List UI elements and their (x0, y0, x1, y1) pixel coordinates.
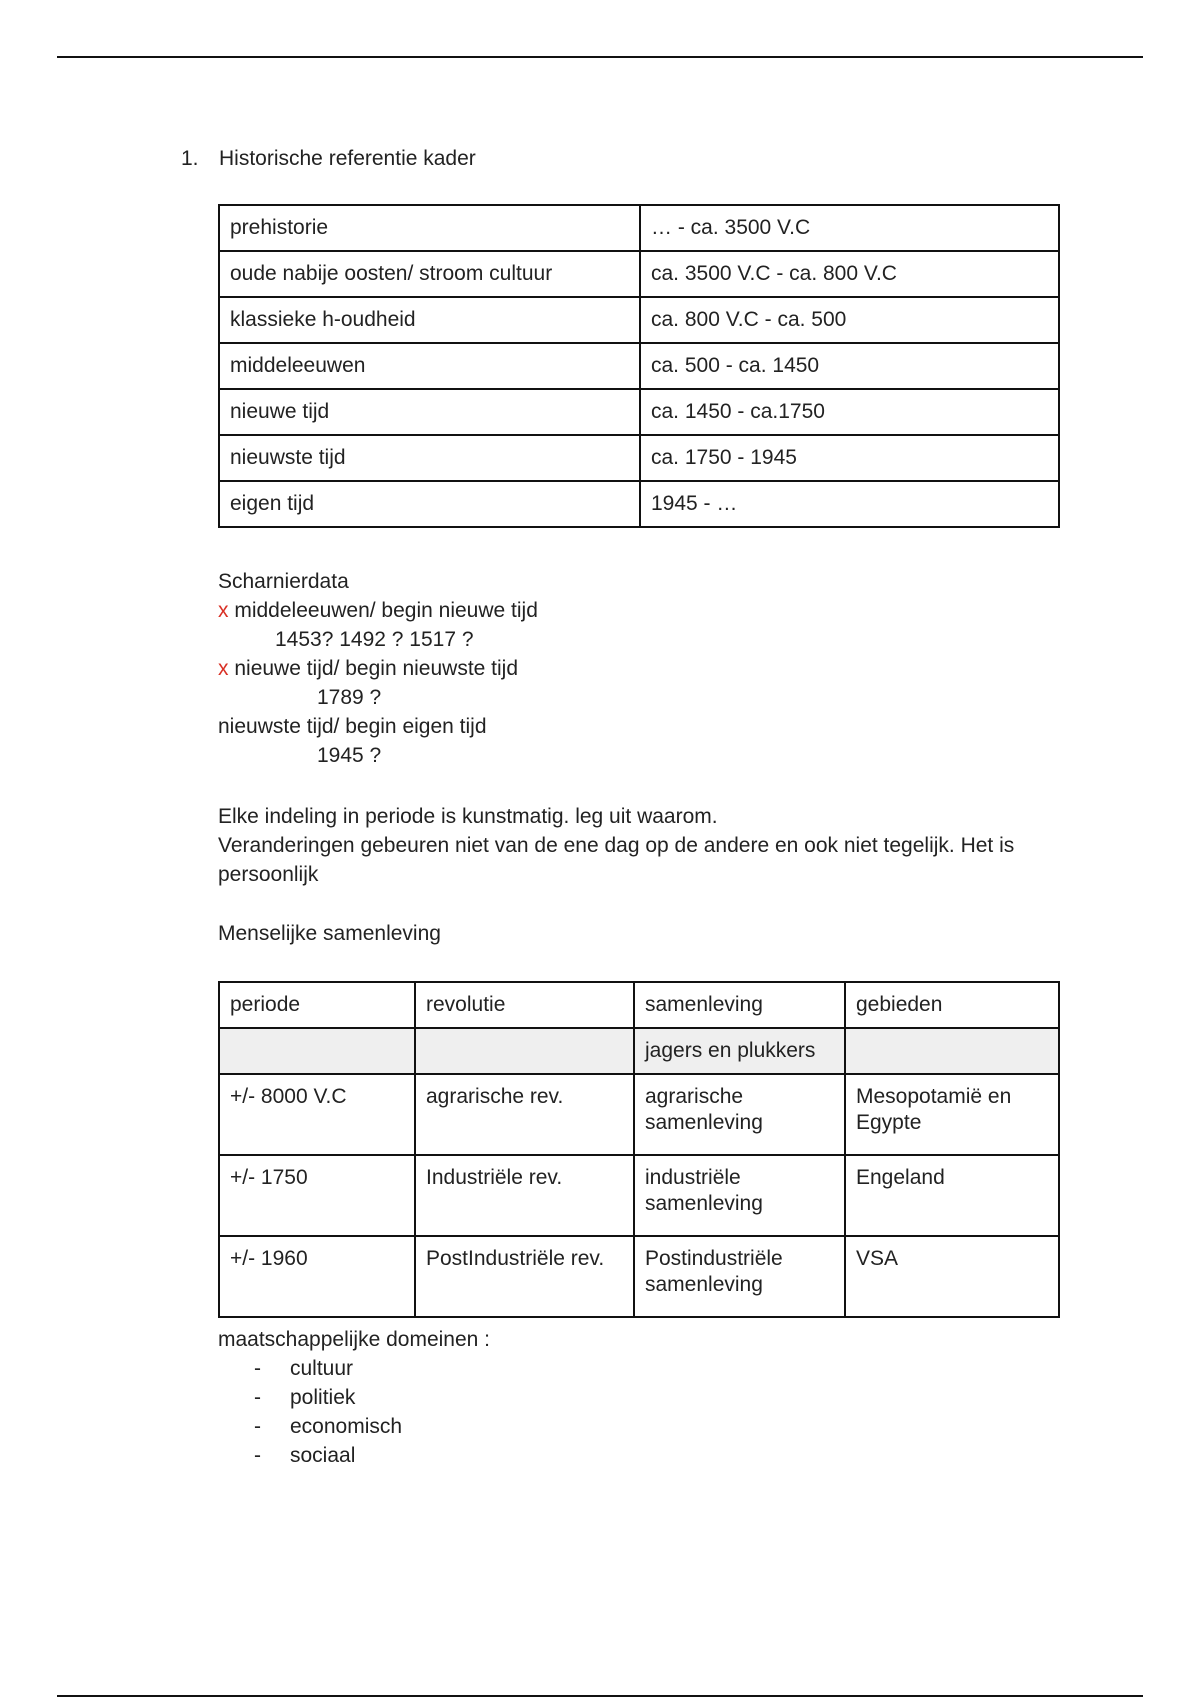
transition-dates: 1453? 1492 ? 1517 ? (275, 628, 474, 651)
table-cell (845, 1028, 1059, 1074)
heading-number: 1. (181, 147, 199, 170)
list-item (218, 1441, 490, 1470)
domain-label: economisch (290, 1415, 403, 1438)
table-header-row (219, 982, 1059, 1028)
table-cell: agrarische rev. (415, 1074, 634, 1155)
list-item (218, 654, 538, 683)
domain-label: politiek (290, 1386, 356, 1409)
table-row (219, 297, 1059, 343)
table-cell: industriële samenleving (634, 1155, 845, 1236)
cross-marker: x (218, 599, 229, 622)
transition-label: middeleeuwen/ begin nieuwe tijd (234, 599, 538, 622)
explanation-question: Elke indeling in periode is kunstmatig. leg uit waarom. (218, 805, 718, 828)
period-name-cell: eigen tijd (219, 481, 640, 527)
periods-table (218, 204, 1060, 528)
period-name-cell: prehistorie (219, 205, 640, 251)
table-row (219, 343, 1059, 389)
scharnierdata-block (218, 567, 538, 770)
table-row (219, 1028, 1059, 1074)
column-header: periode (219, 982, 415, 1028)
period-date-cell: 1945 - … (640, 481, 1059, 527)
period-name-cell: klassieke h-oudheid (219, 297, 640, 343)
transition-dates: 1789 ? (317, 686, 382, 709)
list-item (218, 1383, 490, 1412)
dash-bullet: - (254, 1444, 261, 1467)
domain-label: cultuur (290, 1357, 354, 1380)
table-row (219, 1074, 1059, 1155)
column-header: revolutie (415, 982, 634, 1028)
table-row (219, 481, 1059, 527)
period-name-cell: nieuwste tijd (219, 435, 640, 481)
table-row (219, 1236, 1059, 1317)
dash-bullet: - (254, 1357, 261, 1380)
period-date-cell: ca. 800 V.C - ca. 500 (640, 297, 1059, 343)
transition-label: nieuwste tijd/ begin eigen tijd (218, 715, 487, 738)
table-cell: PostIndustriële rev. (415, 1236, 634, 1317)
society-table (218, 981, 1060, 1318)
period-date-cell: ca. 1750 - 1945 (640, 435, 1059, 481)
domains-title: maatschappelijke domeinen : (218, 1328, 490, 1351)
period-date-cell: ca. 3500 V.C - ca. 800 V.C (640, 251, 1059, 297)
table-cell: +/- 1960 (219, 1236, 415, 1317)
top-rule (57, 56, 1143, 58)
bottom-rule (57, 1695, 1143, 1697)
table-cell: agrarische samenleving (634, 1074, 845, 1155)
table-cell: +/- 1750 (219, 1155, 415, 1236)
dash-bullet: - (254, 1415, 261, 1438)
table-row (219, 251, 1059, 297)
domain-label: sociaal (290, 1444, 356, 1467)
table-cell (219, 1028, 415, 1074)
list-item (218, 1354, 490, 1383)
domains-block (218, 1325, 490, 1470)
column-header: samenleving (634, 982, 845, 1028)
period-date-cell: … - ca. 3500 V.C (640, 205, 1059, 251)
list-item (218, 596, 538, 625)
period-name-cell: middeleeuwen (219, 343, 640, 389)
table-cell: Mesopotamië en Egypte (845, 1074, 1059, 1155)
transition-dates: 1945 ? (317, 744, 382, 767)
table-cell (415, 1028, 634, 1074)
period-name-cell: oude nabije oosten/ stroom cultuur (219, 251, 640, 297)
period-date-cell: ca. 500 - ca. 1450 (640, 343, 1059, 389)
dash-bullet: - (254, 1386, 261, 1409)
table-cell: Engeland (845, 1155, 1059, 1236)
table-cell: VSA (845, 1236, 1059, 1317)
table-row (219, 435, 1059, 481)
explanation-answer: Veranderingen gebeuren niet van de ene dag op de andere en ook niet tegelijk. Het is persoonlijk (218, 834, 1015, 886)
table-row (219, 1155, 1059, 1236)
transition-label: nieuwe tijd/ begin nieuwste tijd (234, 657, 519, 680)
section-heading (181, 146, 476, 172)
heading-title: Historische referentie kader (219, 147, 476, 170)
table-cell: Postindustriële samenleving (634, 1236, 845, 1317)
domains-list (218, 1354, 490, 1470)
table-row (219, 205, 1059, 251)
scharnierdata-title: Scharnierdata (218, 570, 349, 593)
table-cell: +/- 8000 V.C (219, 1074, 415, 1155)
period-name-cell: nieuwe tijd (219, 389, 640, 435)
cross-marker: x (218, 657, 229, 680)
table-cell: jagers en plukkers (634, 1028, 845, 1074)
period-date-cell: ca. 1450 - ca.1750 (640, 389, 1059, 435)
table-cell: Industriële rev. (415, 1155, 634, 1236)
column-header: gebieden (845, 982, 1059, 1028)
society-title: Menselijke samenleving (218, 922, 441, 945)
list-item (218, 1412, 490, 1441)
table-row (219, 389, 1059, 435)
explanation-block (218, 802, 1078, 889)
